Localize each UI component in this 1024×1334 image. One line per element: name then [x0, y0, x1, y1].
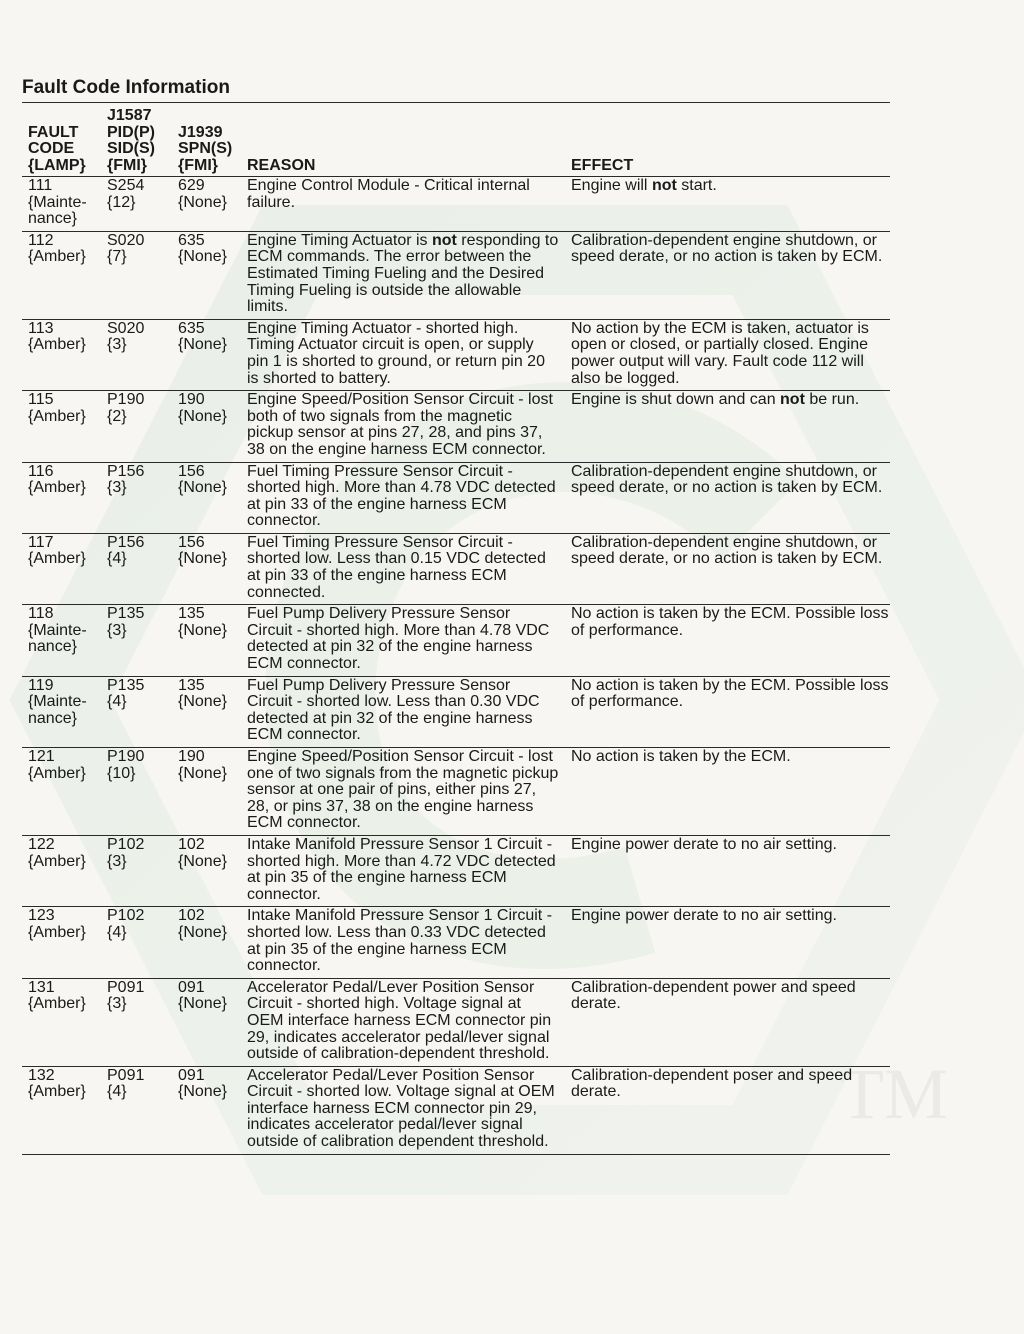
effect-cell: Calibration-dependent engine shutdown, or speed derate, or no action is taken by ECM.	[571, 533, 883, 568]
fault-code-cell: 111 {Mainte- nance}	[28, 177, 87, 228]
effect-cell: Engine power derate to no air setting.	[571, 835, 837, 853]
fault-code-cell: 121 {Amber}	[28, 748, 86, 782]
reason-cell: Accelerator Pedal/Lever Position Sensor Circuit - shorted high. Voltage signal at OEM interface harness ECM connector pin 29, indicates accelerator pedal/lever signal outside of calibration-dependent threshold.	[247, 978, 552, 1063]
reason-cell: Engine Speed/Position Sensor Circuit - lost one of two signals from the magnetic pickup sensor at one pair of pins, either pins 27, 28, or pins 37, 38 on the engine harness ECM connector.	[247, 748, 559, 832]
header-j1587: J1587 PID(P) SID(S) {FMI}	[107, 107, 155, 174]
table-row	[22, 391, 890, 462]
table-row	[22, 979, 890, 1067]
j1939-cell: 102 {None}	[178, 835, 227, 870]
j1587-cell: P135 {4}	[107, 676, 145, 711]
effect-cell: No action is taken by the ECM. Possible loss of performance.	[571, 676, 889, 711]
effect-cell: Engine will not start.	[571, 177, 717, 194]
table-row	[22, 836, 890, 907]
table-row	[22, 748, 890, 836]
j1587-cell: P135 {3}	[107, 605, 145, 639]
j1587-cell: P156 {4}	[107, 533, 145, 568]
table-row	[22, 463, 890, 534]
fault-code-cell: 131 {Amber}	[28, 978, 86, 1013]
table-row	[22, 177, 890, 232]
j1587-cell: P190 {10}	[107, 748, 145, 782]
j1587-cell: S254 {12}	[107, 177, 145, 211]
j1939-cell: 091 {None}	[178, 978, 227, 1013]
j1587-cell: P102 {4}	[107, 907, 145, 941]
fault-code-cell: 123 {Amber}	[28, 907, 86, 941]
j1939-cell: 629 {None}	[178, 177, 227, 211]
j1587-cell: P102 {3}	[107, 835, 145, 870]
fault-code-cell: 122 {Amber}	[28, 835, 86, 870]
watermark-trademark: TM	[840, 1054, 948, 1134]
effect-cell: Calibration-dependent poser and speed derate.	[571, 1066, 853, 1101]
j1939-cell: 091 {None}	[178, 1066, 227, 1101]
table-row	[22, 605, 890, 676]
header-reason: REASON	[247, 156, 316, 174]
reason-cell: Fuel Pump Delivery Pressure Sensor Circuit - shorted low. Less than 0.30 VDC detected at pin 32 of the engine harness ECM connector.	[247, 676, 540, 744]
j1939-cell: 635 {None}	[178, 319, 227, 354]
fault-code-cell: 115 {Amber}	[28, 391, 86, 425]
reason-cell: Fuel Timing Pressure Sensor Circuit - shorted low. Less than 0.15 VDC detected at pin 33 of the engine harness ECM connected.	[247, 533, 546, 601]
j1939-cell: 102 {None}	[178, 907, 227, 941]
reason-cell: Intake Manifold Pressure Sensor 1 Circuit - shorted high. More than 4.72 VDC detected at pin 35 of the engine harness ECM connector.	[247, 835, 556, 903]
table-row	[22, 320, 890, 391]
fault-code-table	[22, 177, 890, 1155]
effect-cell: Calibration-dependent engine shutdown, or speed derate, or no action is taken by ECM.	[571, 462, 883, 497]
reason-cell: Intake Manifold Pressure Sensor 1 Circuit - shorted low. Less than 0.33 VDC detected at pin 35 of the engine harness ECM connector.	[247, 907, 553, 975]
reason-cell: Engine Control Module - Critical internal failure.	[247, 177, 530, 211]
effect-cell: No action is taken by the ECM. Possible loss of performance.	[571, 605, 889, 639]
j1587-cell: S020 {7}	[107, 231, 145, 266]
table-row	[22, 232, 890, 320]
fault-code-cell: 118 {Mainte- nance}	[28, 605, 87, 656]
fault-code-cell: 132 {Amber}	[28, 1066, 86, 1101]
fault-code-page	[22, 76, 890, 1155]
j1587-cell: P156 {3}	[107, 462, 145, 497]
effect-cell: Engine is shut down and can not be run.	[571, 391, 860, 409]
effect-cell: Calibration-dependent engine shutdown, or speed derate, or no action is taken by ECM.	[571, 231, 883, 266]
effect-cell: No action by the ECM is taken, actuator is open or closed, or partially closed. Engine power output will vary. Fault code 112 will also be logged.	[571, 319, 869, 387]
j1939-cell: 635 {None}	[178, 231, 227, 266]
reason-cell: Engine Timing Actuator - shorted high. Timing Actuator circuit is open, or supply pin 1 is shorted to ground, or return pin 20 is shorted to battery.	[247, 319, 545, 387]
table-row	[22, 907, 890, 978]
j1939-cell: 156 {None}	[178, 462, 227, 497]
j1587-cell: S020 {3}	[107, 319, 145, 354]
header-j1939: J1939 SPN(S) {FMI}	[178, 123, 233, 174]
table-header	[22, 103, 890, 177]
table-row	[22, 677, 890, 748]
page-title: Fault Code Information	[22, 76, 890, 103]
j1939-cell: 156 {None}	[178, 533, 227, 568]
reason-cell: Fuel Timing Pressure Sensor Circuit - shorted high. More than 4.78 VDC detected at pin 33 of the engine harness ECM connector.	[247, 462, 556, 530]
table-row	[22, 1067, 890, 1155]
header-fault-code: FAULT CODE {LAMP}	[28, 123, 86, 174]
j1939-cell: 190 {None}	[178, 391, 227, 425]
fault-code-cell: 112 {Amber}	[28, 231, 86, 266]
effect-cell: Engine power derate to no air setting.	[571, 907, 837, 925]
effect-cell: Calibration-dependent power and speed derate.	[571, 978, 856, 1013]
reason-cell: Engine Timing Actuator is not responding to ECM commands. The error between the Estimated Timing Fueling and the Desired Timing Fueling is outside the allowable limits.	[247, 231, 559, 316]
j1587-cell: P091 {4}	[107, 1066, 145, 1101]
fault-code-cell: 113 {Amber}	[28, 319, 86, 354]
header-effect: EFFECT	[571, 156, 634, 174]
j1587-cell: P091 {3}	[107, 978, 145, 1013]
j1939-cell: 135 {None}	[178, 676, 227, 711]
j1939-cell: 190 {None}	[178, 748, 227, 782]
fault-code-cell: 117 {Amber}	[28, 533, 86, 568]
reason-cell: Engine Speed/Position Sensor Circuit - lost both of two signals from the magnetic pickup sensor at pins 27, 28, and pins 37, 38 on the engine harness ECM connector.	[247, 391, 553, 458]
reason-cell: Accelerator Pedal/Lever Position Sensor Circuit - shorted low. Voltage signal at OEM interface harness ECM connector pin 29, indicates accelerator pedal/lever signal outside of calibration dependent threshold.	[247, 1066, 555, 1151]
fault-code-cell: 116 {Amber}	[28, 462, 86, 497]
table-row	[22, 534, 890, 605]
effect-cell: No action is taken by the ECM.	[571, 748, 791, 765]
fault-code-cell: 119 {Mainte- nance}	[28, 676, 87, 727]
j1587-cell: P190 {2}	[107, 391, 145, 425]
j1939-cell: 135 {None}	[178, 605, 227, 639]
reason-cell: Fuel Pump Delivery Pressure Sensor Circuit - shorted high. More than 4.78 VDC detected at pin 32 of the engine harness ECM connector.	[247, 605, 550, 673]
